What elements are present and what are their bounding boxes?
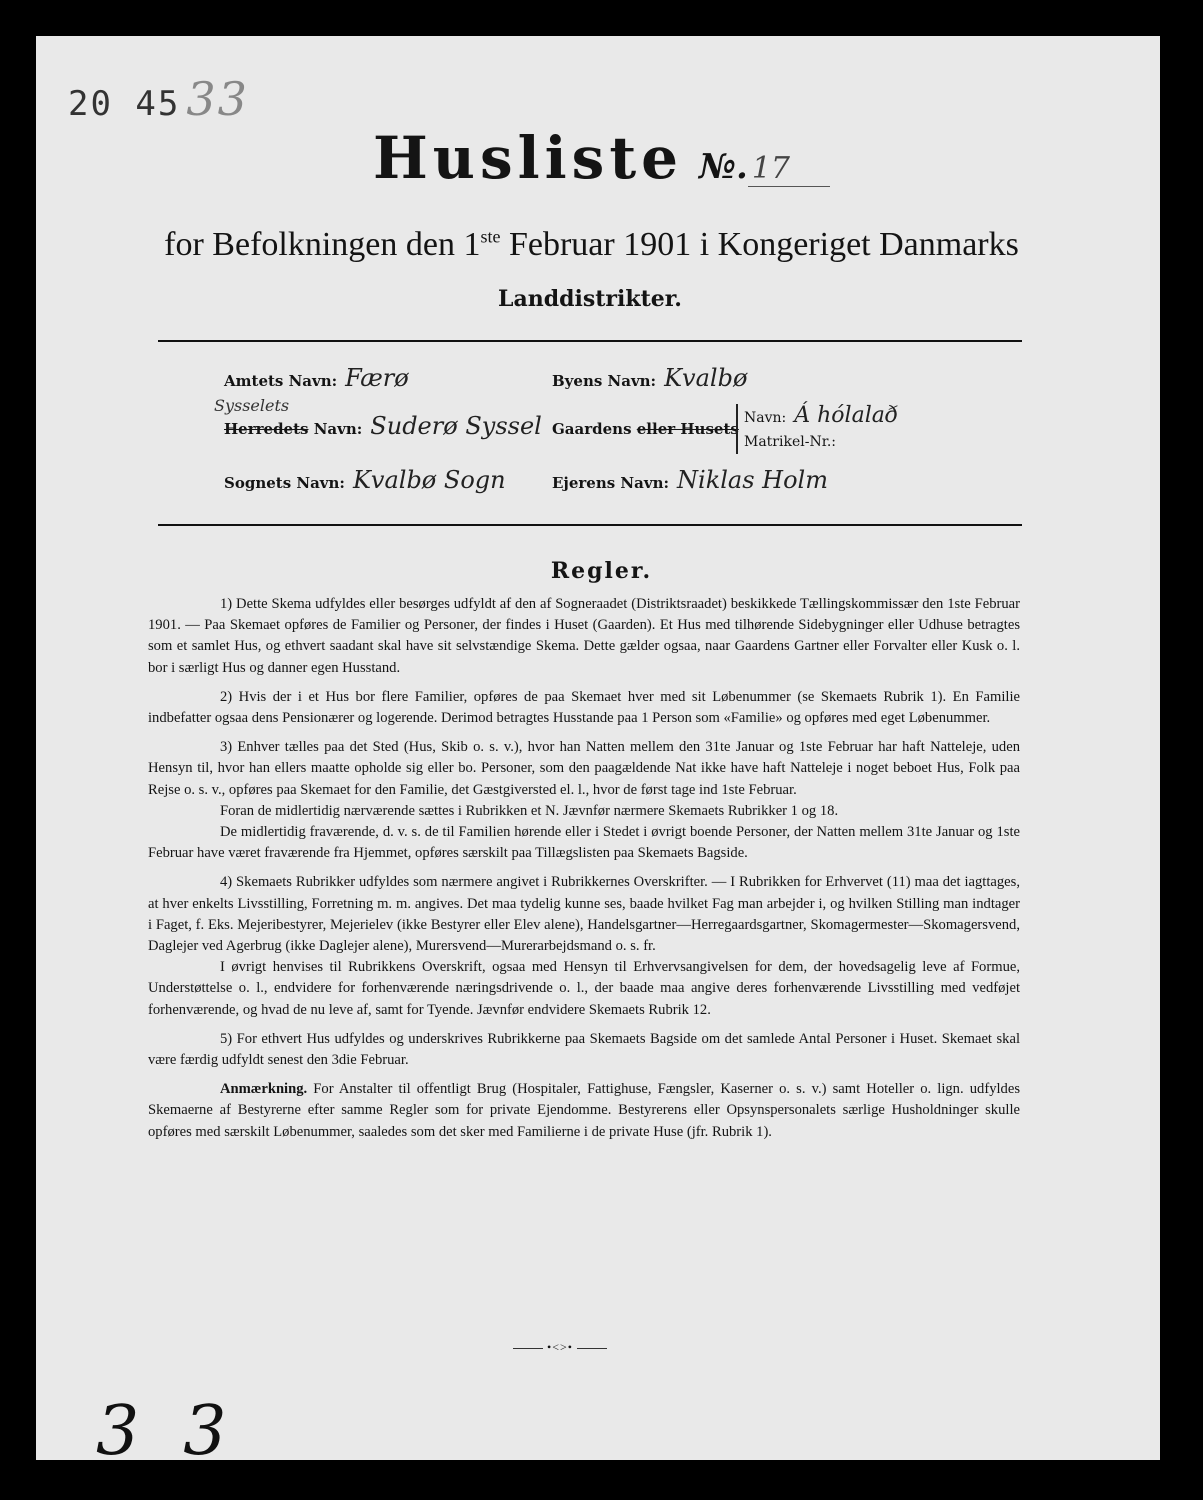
rule-4: 4) Skemaets Rubrikker udfyldes som nærmere angivet i Rubrikkernes Overskrifter. — I Rubrikken for Erhvervet (11) maa det iagttages, at hver enkelts Livsstilling, Forretning m. m. angives. Det maa tydelig kunne ses, baade hvilket Fag man arbejder i, og hvilken Stilling man indtager i Faget, f. Eks. Mejeribestyrer, Mejerielev (ikke Bestyrer eller Elev alene), Handelsgartner—Herregaardsgartner, Skomagermester—Skomagersvend, Daglejer ved Agerbrug (ikke Daglejer alene), Murersvend—Murerarbejdsmand o. s. fr. [148,874,1020,955]
list-number: 17 [748,151,830,187]
note-text: For Anstalter til offentligt Brug (Hospitaler, Fattighuse, Fængsler, Kaserner o. s. v.) samt Hoteller o. lign. udfyldes Skemaerne af Bestyrerne efter samme Regler som for private Ejendomme. Bestyrerens eller Opsynspersonalets særlige Husholdninger skulle opføres med særskilt Løbenummer, saaledes som det sker med Familierne i de private Huse (jfr. Rubrik 1). [148,1081,1020,1140]
handwritten-bottom-number: 33 [96,1392,271,1471]
ornament: •<>• [505,1340,615,1355]
rules-body [148,594,1020,1151]
ejer-field [552,466,828,494]
amt-label: Amtets Navn: [224,372,338,390]
rule-2: 2) Hvis der i et Hus bor flere Familier, opføres de paa Skemaet hver med sit Løbenummer (se Skemaets Rubrik 1). En Familie indbefatter ogsaa dens Pensionærer og logerende. Derimod betragtes Husstande paa 1 Person som «Familie» og opføres med eget Løbenummer. [148,688,1020,727]
gaard-navn-value: Á hólalað [794,403,899,428]
rules-title: Regler. [550,558,653,584]
district-heading: Landdistrikter. [498,286,682,312]
herred-correction: Sysselets [214,396,290,415]
herred-value: Suderø Syssel [370,412,542,440]
subtitle-pre: for Befolkningen den 1 [164,226,481,263]
subtitle-sup: ste [480,226,501,247]
subtitle-post: Februar 1901 i Kongeriget Danmarks [500,226,1019,263]
gaard-label-struck: eller Husets [636,420,739,438]
page-title: Husliste [372,124,684,192]
herred-field [224,412,542,440]
note-lead: Anmærkning. [220,1081,308,1098]
note [148,1079,1020,1143]
rule-5: 5) For ethvert Hus udfyldes og underskrives Rubrikkerne paa Skemaets Bagside om det samlede Antal Personer i Huset. Skemaet skal være færdig udfyldt senest den 3die Februar. [148,1030,1020,1069]
gaard-navn-label: Navn: [744,410,787,426]
gaard-label: Gaardens [552,420,637,438]
herred-label-struck: Herredets [224,420,309,438]
herred-label: Navn: [308,420,363,438]
gaard-bracket [736,404,898,454]
byens-value: Kvalbø [664,364,748,392]
rule-4-henvisning: I øvrigt henvises til Rubrikkens Overskrift, ogsaa med Hensyn til Erhvervsangivelsen for dem, der hovedsagelig leve af Formue, Understøttelse o. l., endvidere for forhenværende næringsdrivende o. l., der baade maa angive deres forhenværende Livsstilling med vedføjet forhenværende, og hvad de nu leve af, samt for Tyende. Jævnfør endvidere Skemaets Rubrik 12. [148,959,1020,1018]
amt-value: Færø [345,364,409,392]
top-rule [158,340,1022,342]
sogn-value: Kvalbø Sogn [352,466,506,494]
byens-label: Byens Navn: [552,372,657,390]
amt-field [224,364,409,392]
ejer-value: Niklas Holm [677,466,828,494]
ejer-label: Ejerens Navn: [552,474,670,492]
subtitle [0,226,1183,264]
sogn-field [224,466,506,494]
number-label: №. [699,147,748,187]
gaard-field [552,420,739,438]
title-row [0,124,1203,192]
byens-field [552,364,747,392]
handwritten-page-number: 33 [186,72,249,126]
rule-3-foran: Foran de midlertidig nærværende sættes i Rubrikken et N. Jævnfør nærmere Skemaets Rubrikker 1 og 18. [220,802,839,819]
bottom-rule [158,524,1022,526]
gaard-matrikel-label: Matrikel-Nr.: [744,434,837,450]
rule-1: 1) Dette Skema udfyldes eller besørges udfyldt af den af Sogneraadet (Distriktsraadet) beskikkede Tællingskommissær den 1ste Februar 1901. — Paa Skemaet opføres de Familier og Personer, der findes i Huset (Gaarden). Et Hus med tilhørende Sidebygninger eller Udhuse betragtes som et samlet Hus, og ethvert saadant skal have sit selvstændige Skema. Dette gælder ogsaa, naar Gaardens Gartner eller Forvalter eller Kusk o. l. bor i særligt Hus og danner egen Husstand. [148,596,1020,676]
rule-3-fravaerende: De midlertidig fraværende, d. v. s. de til Familien hørende eller i Stedet i øvrigt boende Personer, der Natten mellem 31te Januar og 1ste Februar have været fraværende fra Hjemmet, opføres særskilt paa Tillægslisten paa Skemaets Bagside. [148,824,1020,862]
sogn-label: Sognets Navn: [224,474,345,492]
archive-stamp [68,72,249,126]
stamp-number: 20 45 [68,84,181,124]
rule-3: 3) Enhver tælles paa det Sted (Hus, Skib o. s. v.), hvor han Natten mellem den 31te Januar og 1ste Februar har haft Natteleje, uden Hensyn til, hvor han ellers maatte opholde sig eller bo. Personer, som den paagældende Nat ikke have haft Natteleje i noget beboet Hus, Folk paa Rejse o. s. v., opføres paa Skemaet for den Familie, det Gæstgiversted el. l., hvor de først tage ind 1ste Februar. [148,739,1020,798]
